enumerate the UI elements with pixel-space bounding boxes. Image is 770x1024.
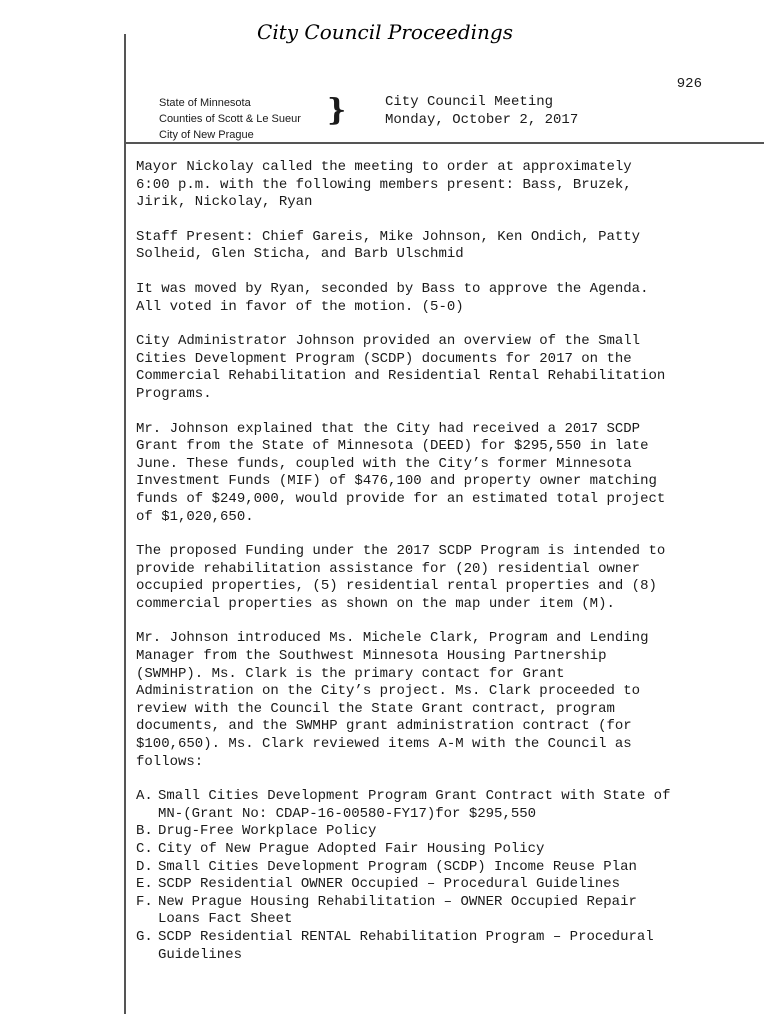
paragraph-call-to-order: Mayor Nickolay called the meeting to order at approximately 6:00 p.m. with the following members present: Bass, Bruzek, Jirik, Nickolay, Ryan bbox=[136, 159, 632, 211]
item-letter: G. bbox=[136, 928, 153, 945]
jurisdiction-block bbox=[159, 95, 301, 143]
item-text: New Prague Housing Rehabilitation – OWNER Occupied Repair Loans Fact Sheet bbox=[158, 893, 637, 928]
item-text: SCDP Residential RENTAL Rehabilitation Program – Procedural Guidelines bbox=[158, 928, 654, 963]
item-letter: C. bbox=[136, 841, 153, 857]
item-text: Small Cities Development Program (SCDP) Income Reuse Plan bbox=[158, 858, 637, 875]
agenda-items-list bbox=[136, 788, 736, 964]
item-text: SCDP Residential OWNER Occupied – Procedural Guidelines bbox=[158, 876, 621, 893]
list-item bbox=[136, 823, 736, 841]
item-text: Drug-Free Workplace Policy bbox=[158, 823, 377, 840]
paragraph-scdp-overview: City Administrator Johnson provided an overview of the Small Cities Development Program (SCDP) documents for 2017 on the Commercial Rehabilitation and Residential Rental Rehabilitation Programs. bbox=[136, 333, 666, 402]
paragraph-staff-present: Staff Present: Chief Gareis, Mike Johnson, Ken Ondich, Patty Solheid, Glen Sticha, and Barb Ulschmid bbox=[136, 228, 641, 263]
jurisdiction-state: State of Minnesota bbox=[159, 97, 251, 109]
item-letter: D. bbox=[136, 858, 153, 875]
paragraph-clark-introduction: Mr. Johnson introduced Ms. Michele Clark, Program and Lending Manager from the Southwest Minnesota Housing Partnership (SWMHP). Ms. Clark is the primary contact for Grant Administration on the City’s project. Ms. Clark proceeded to review with the Council the State Grant contract, program documents, and the SWMHP grant administration contract (for $100,650). Ms. Clark reviewed items A-M with the Council as follows: bbox=[136, 630, 649, 770]
jurisdiction-city: City of New Prague bbox=[159, 129, 254, 141]
list-item bbox=[136, 876, 736, 894]
item-letter: A. bbox=[136, 788, 153, 805]
list-item bbox=[136, 929, 736, 964]
meeting-date: Monday, October 2, 2017 bbox=[385, 112, 579, 128]
minutes-body bbox=[136, 159, 736, 964]
item-letter: F. bbox=[136, 893, 153, 910]
page-number: 926 bbox=[676, 76, 702, 92]
list-item bbox=[136, 894, 736, 929]
paragraph-grant-funds: Mr. Johnson explained that the City had received a 2017 SCDP Grant from the State of Minnesota (DEED) for $295,550 in late June. These funds, coupled with the City’s former Minnesota Investment Funds (MIF) of $476,100 and property owner matching funds of $249,000, would provide for an estimated total project of $1,020,650. bbox=[136, 420, 666, 525]
item-text: City of New Prague Adopted Fair Housing Policy bbox=[158, 841, 545, 857]
item-letter: B. bbox=[136, 823, 153, 840]
paragraph-proposed-funding: The proposed Funding under the 2017 SCDP Program is intended to provide rehabilitation assistance for (20) residential owner occupied properties, (5) residential rental properties and (8) commercial properties as shown on the map under item (M). bbox=[136, 543, 666, 612]
item-letter: E. bbox=[136, 876, 153, 893]
list-item bbox=[136, 841, 736, 859]
list-item bbox=[136, 859, 736, 877]
brace-glyph: } bbox=[327, 93, 347, 128]
meeting-type: City Council Meeting bbox=[385, 94, 554, 110]
left-margin-rule bbox=[124, 34, 126, 1014]
jurisdiction-counties: Counties of Scott & Le Sueur bbox=[159, 113, 301, 125]
document-title: City Council Proceedings bbox=[257, 20, 513, 44]
paragraph-agenda-motion: It was moved by Ryan, seconded by Bass to approve the Agenda. All voted in favor of the motion. (5-0) bbox=[136, 280, 649, 315]
list-item bbox=[136, 788, 736, 823]
item-text: Small Cities Development Program Grant Contract with State of MN-(Grant No: CDAP-16-00580-FY17)for $295,550 bbox=[158, 788, 671, 822]
meeting-info bbox=[385, 93, 578, 129]
